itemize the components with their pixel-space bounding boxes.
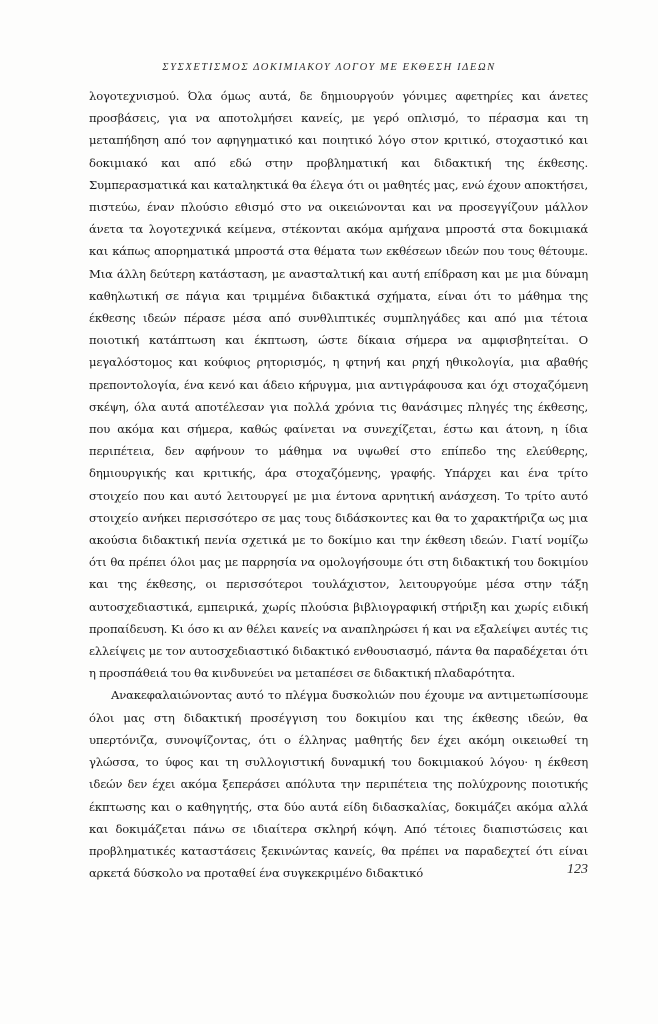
body-text [89, 85, 588, 884]
running-head: ΣΥΣΧΕΤΙΣΜΟΣ ΔΟΚΙΜΙΑΚΟΥ ΛΟΓΟΥ ΜΕ ΕΚΘΕΣΗ ΙΔΕΩΝ [162, 62, 496, 73]
paragraph-summary: Ανακεφαλαιώνοντας αυτό το πλέγμα δυσκολιών που έχουμε να αντιμετωπίσουμε όλοι μας στη διδακτική προσέγγιση του δοκιμίου και της έκθεσης ιδεών, θα υπερτόνιζα, συνοψίζοντας, ότι ο έλληνας μαθητής δεν έχει ακόμη οικειωθεί τη γλώσσα, το ύφος και τη συλλογιστική δυναμική του δοκιμιακού λόγου· η έκθεση ιδεών δεν έχει ακόμα ξεπεράσει απόλυτα την περιπέτεια της πολύχρονης ποιοτικής έκπτωσης και ο καθηγητής, στα δύο αυτά είδη διδασκαλίας, δοκιμάζει ακόμα αλλά και δοκιμάζεται πάνω σε ιδιαίτερα σκληρή κόψη. Από τέτοιες διαπιστώσεις και προβληματικές καταστάσεις ξεκινώντας κανείς, θα πρέπει να παραδεχτεί ότι είναι αρκετά δύσκολο να προταθεί ένα συγκεκριμένο διδακτικό [89, 688, 588, 881]
page-number: 123 [567, 862, 588, 877]
paragraph-continuation: λογοτεχνισμού. Όλα όμως αυτά, δε δημιουργούν γόνιμες αφετηρίες και άνετες προσβάσεις, για να αποτολμήσει κανείς, με γερό οπλισμό, το πέρασμα και τη μεταπήδηση από τον αφηγηματικό και ποιητικό λόγο στον κριτικό, στοχαστικό και δοκιμιακό και από εδώ στην προβληματική και διδακτική της έκθεσης. Συμπερασματικά και καταληκτικά θα έλεγα ότι οι μαθητές μας, ενώ έχουν αποκτήσει, πιστεύω, έναν πλούσιο εθισμό στο να οικειώνονται και να προσεγγίζουν μάλλον άνετα τα λογοτεχνικά κείμενα, στέκονται ακόμα αμήχανα μπροστά στα δοκιμιακά και κάπως απορηματικά μπροστά στα θέματα των εκθέσεων ιδεών που τους θέτουμε. Μια άλλη δεύτερη κατάσταση, με ανασταλτική και αυτή επίδραση και με μια δύναμη καθηλωτική σε πάγια και τριμμένα διδακτικά σχήματα, είναι ότι το μάθημα της έκθεσης ιδεών πέρασε μέσα από συνθλιπτικές συμπληγάδες και από μια τέτοια ποιοτική κατάπτωση και έκπτωση, ώστε δίκαια σήμερα να αμφισβητείται. Ο μεγαλόστομος και κούφιος ρητορισμός, η φτηνή και ρηχή ηθικολογία, μια αβαθής πρεποντολογία, ένα κενό και άδειο κήρυγμα, μια αντιγράφουσα και όχι στοχαζόμενη σκέψη, όλα αυτά αποτέλεσαν για πολλά χρόνια τις θανάσιμες πληγές της έκθεσης, που ακόμα και σήμερα, καθώς φαίνεται να συνεχίζεται, έστω και άτονη, η ίδια περιπέτεια, δεν αφήνουν το μάθημα να υψωθεί στο επίπεδο της ελεύθερης, δημιουργικής και κριτικής, άρα στοχαζόμενης, γραφής. Υπάρχει και ένα τρίτο στοιχείο που και αυτό λειτουργεί με μια έντονα αρνητική ανάσχεση. Το τρίτο αυτό στοιχείο ανήκει περισσότερο σε μας τους διδάσκοντες και θα το χαρακτήριζα ως μια ακούσια διδακτική πενία σχετικά με το δοκίμιο και την έκθεση ιδεών. Γιατί νομίζω ότι θα πρέπει όλοι μας με παρρησία να ομολογήσουμε ότι στη διδακτική του δοκιμίου και της έκθεσης, οι περισσότεροι τουλάχιστον, λειτουργούμε μέσα στην τάξη αυτοσχεδιαστικά, εμπειρικά, χωρίς πλούσια βιβλιογραφική στήριξη και χωρίς ειδική προπαίδευση. Κι όσο κι αν θέλει κανείς να αναπληρώσει ή και να εξαλείψει αυτές τις ελλείψεις με τον αυτοσχεδιαστικό διδακτικό ενθουσιασμό, πάντα θα παραδέχεται ότι η προσπάθειά του θα κινδυνεύει να μεταπέσει σε διδακτική πλαδαρότητα. [89, 89, 588, 681]
